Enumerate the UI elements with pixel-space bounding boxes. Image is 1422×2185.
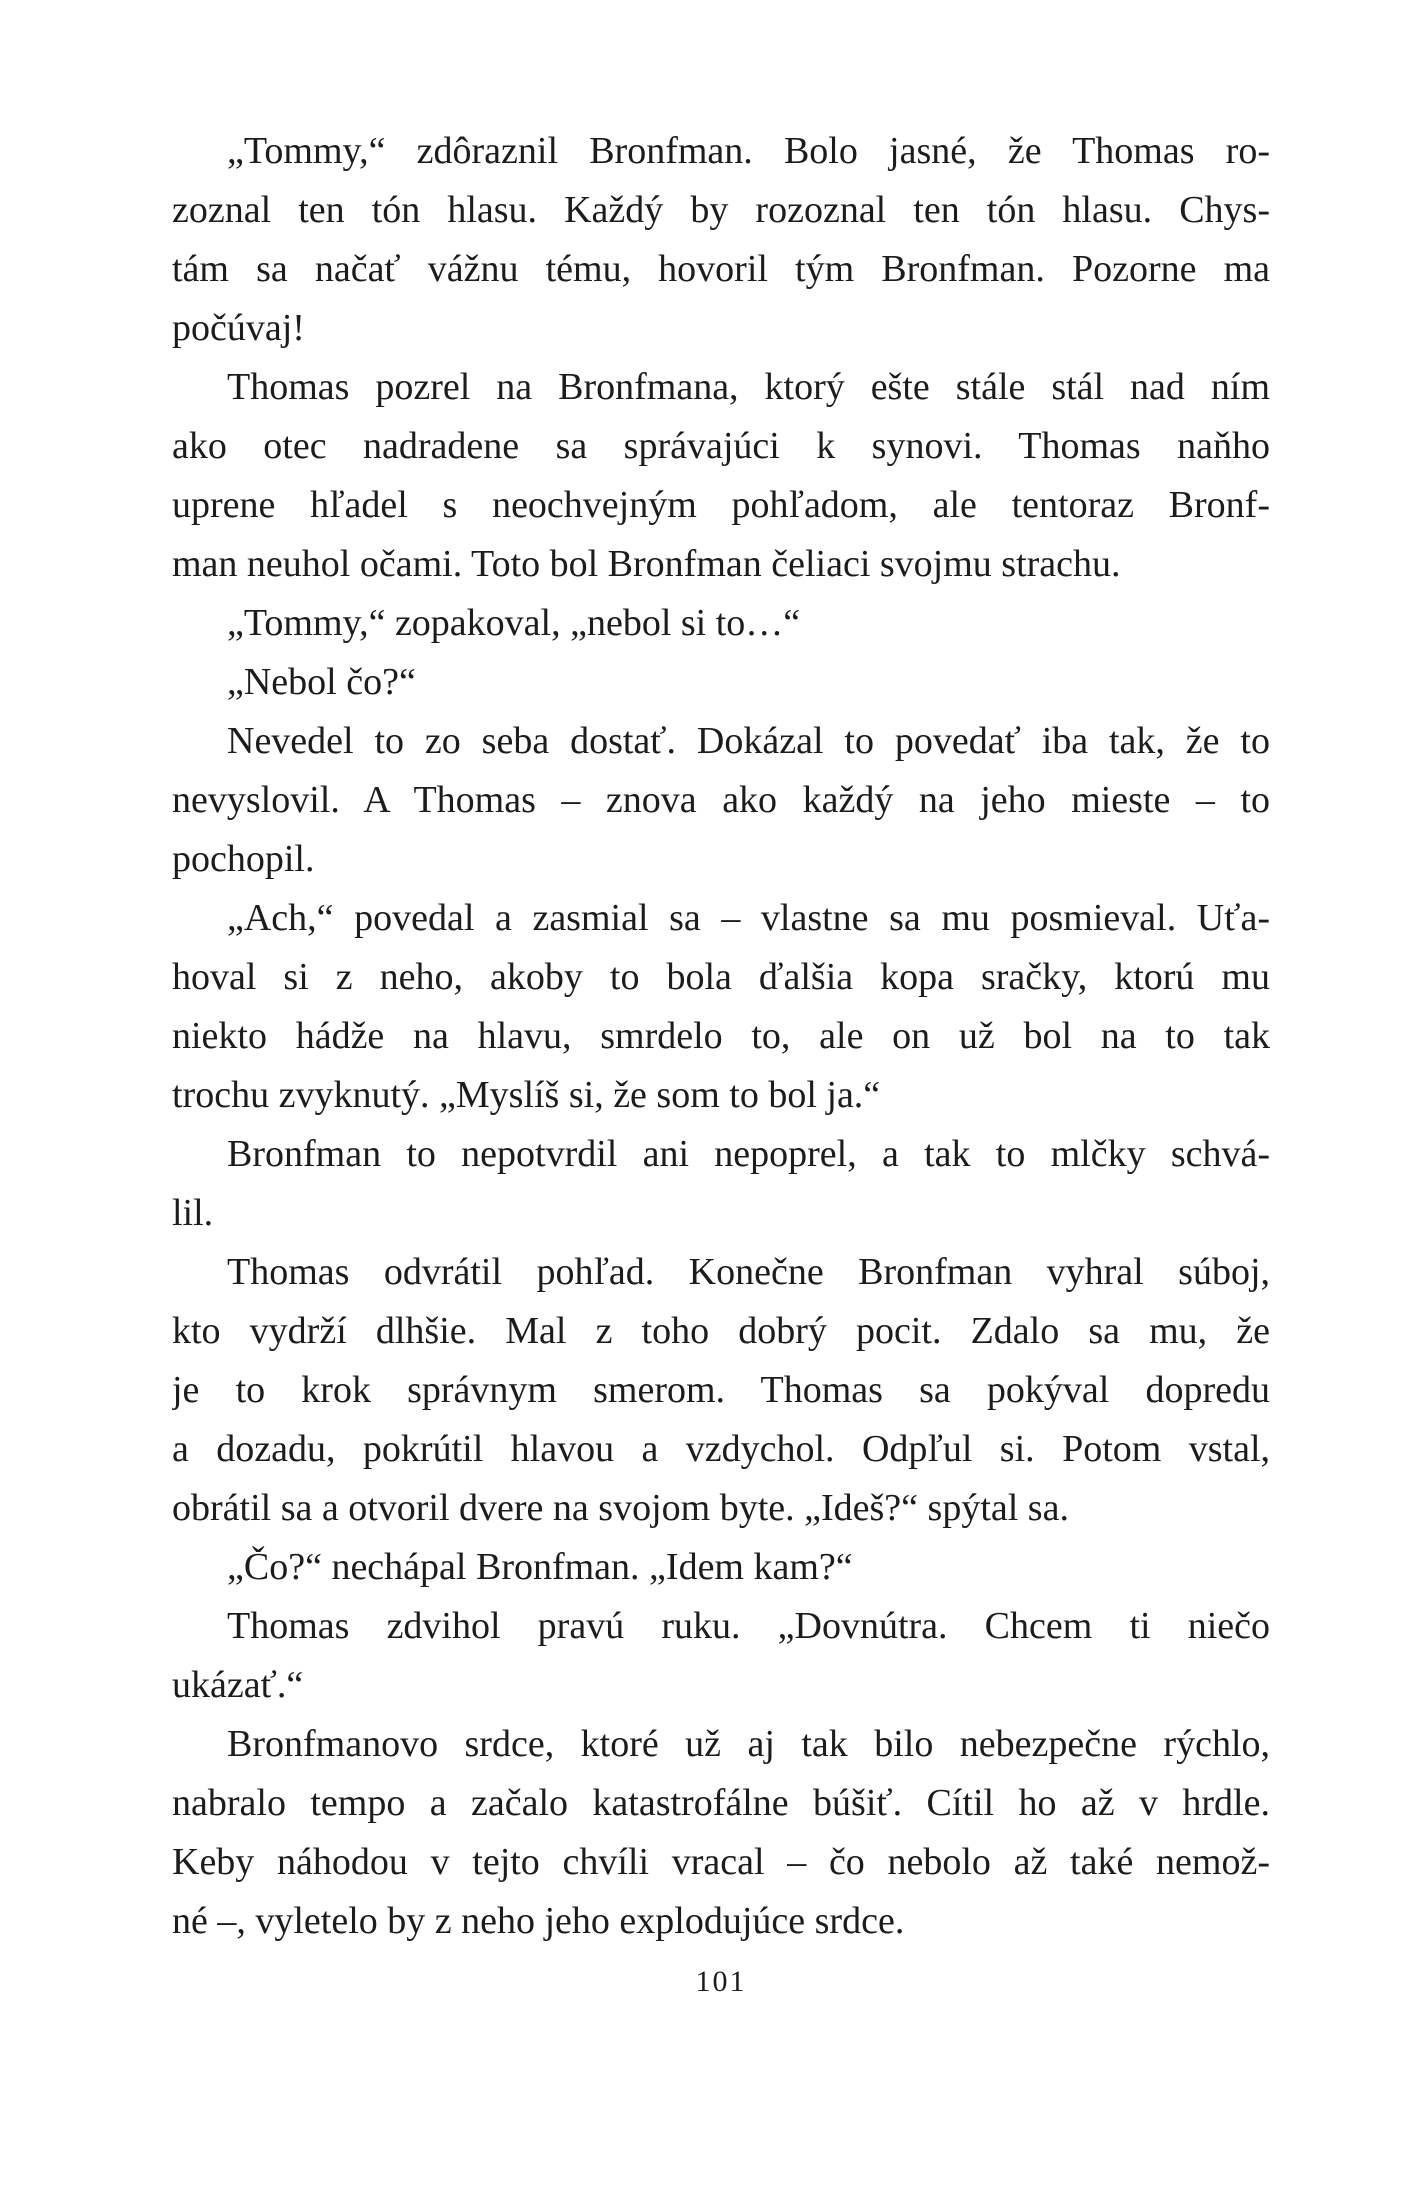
text-block bbox=[172, 122, 1270, 1951]
text-line: hoval si z neho, akoby to bola ďalšia kopa sračky, ktorú mu bbox=[172, 956, 1270, 998]
paragraph bbox=[172, 122, 1270, 358]
text-line: nevyslovil. A Thomas – znova ako každý na jeho mieste – to bbox=[172, 779, 1270, 821]
text-line: Thomas pozrel na Bronfmana, ktorý ešte stále stál nad ním bbox=[227, 366, 1270, 408]
text-line: kto vydrží dlhšie. Mal z toho dobrý pocit. Zdalo sa mu, že bbox=[172, 1310, 1270, 1352]
paragraph bbox=[172, 712, 1270, 889]
paragraph bbox=[172, 1538, 1270, 1597]
text-line: „Tommy,“ zopakoval, „nebol si to…“ bbox=[227, 602, 801, 644]
text-line: je to krok správnym smerom. Thomas sa pokýval dopredu bbox=[172, 1369, 1270, 1411]
text-line: „Tommy,“ zdôraznil Bronfman. Bolo jasné, že Thomas ro- bbox=[227, 130, 1270, 172]
text-line: Keby náhodou v tejto chvíli vracal – čo nebolo až také nemož- bbox=[172, 1841, 1270, 1883]
text-line: nabralo tempo a začalo katastrofálne búšiť. Cítil ho až v hrdle. bbox=[172, 1782, 1270, 1824]
text-line: Nevedel to zo seba dostať. Dokázal to povedať iba tak, že to bbox=[227, 720, 1270, 762]
text-line: Thomas odvrátil pohľad. Konečne Bronfman vyhral súboj, bbox=[227, 1251, 1270, 1293]
text-line: zoznal ten tón hlasu. Každý by rozoznal ten tón hlasu. Chys- bbox=[172, 189, 1270, 231]
text-line: lil. bbox=[172, 1192, 214, 1234]
text-line: niekto hádže na hlavu, smrdelo to, ale on už bol na to tak bbox=[172, 1015, 1270, 1057]
paragraph bbox=[172, 1243, 1270, 1538]
text-line: trochu zvyknutý. „Myslíš si, že som to bol ja.“ bbox=[172, 1074, 881, 1116]
text-line: „Čo?“ nechápal Bronfman. „Idem kam?“ bbox=[227, 1546, 853, 1588]
page-number: 101 bbox=[695, 1965, 747, 1998]
paragraph bbox=[172, 1125, 1270, 1243]
text-line: Thomas zdvihol pravú ruku. „Dovnútra. Chcem ti niečo bbox=[227, 1605, 1270, 1647]
text-line: „Ach,“ povedal a zasmial sa – vlastne sa mu posmieval. Uťa- bbox=[227, 897, 1270, 939]
text-line: uprene hľadel s neochvejným pohľadom, ale tentoraz Bronf- bbox=[172, 484, 1270, 526]
paragraph bbox=[172, 889, 1270, 1125]
text-line: obrátil sa a otvoril dvere na svojom byte. „Ideš?“ spýtal sa. bbox=[172, 1487, 1069, 1529]
text-line: „Nebol čo?“ bbox=[227, 661, 416, 703]
text-line: pochopil. bbox=[172, 838, 315, 880]
paragraph bbox=[172, 1715, 1270, 1951]
text-line: počúvaj! bbox=[172, 307, 305, 349]
text-line: man neuhol očami. Toto bol Bronfman čeliaci svojmu strachu. bbox=[172, 543, 1121, 585]
paragraph bbox=[172, 1597, 1270, 1715]
text-line: Bronfmanovo srdce, ktoré už aj tak bilo nebezpečne rýchlo, bbox=[227, 1723, 1270, 1765]
text-line: ukázať.“ bbox=[172, 1664, 304, 1706]
text-line: né –, vyletelo by z neho jeho explodujúce srdce. bbox=[172, 1900, 905, 1942]
text-line: Bronfman to nepotvrdil ani nepoprel, a tak to mlčky schvá- bbox=[227, 1133, 1270, 1175]
paragraph bbox=[172, 358, 1270, 594]
text-line: ako otec nadradene sa správajúci k synovi. Thomas naňho bbox=[172, 425, 1270, 467]
text-line: tám sa načať vážnu tému, hovoril tým Bronfman. Pozorne ma bbox=[172, 248, 1270, 290]
text-line: a dozadu, pokrútil hlavou a vzdychol. Odpľul si. Potom vstal, bbox=[172, 1428, 1270, 1470]
paragraph bbox=[172, 653, 1270, 712]
paragraph bbox=[172, 594, 1270, 653]
